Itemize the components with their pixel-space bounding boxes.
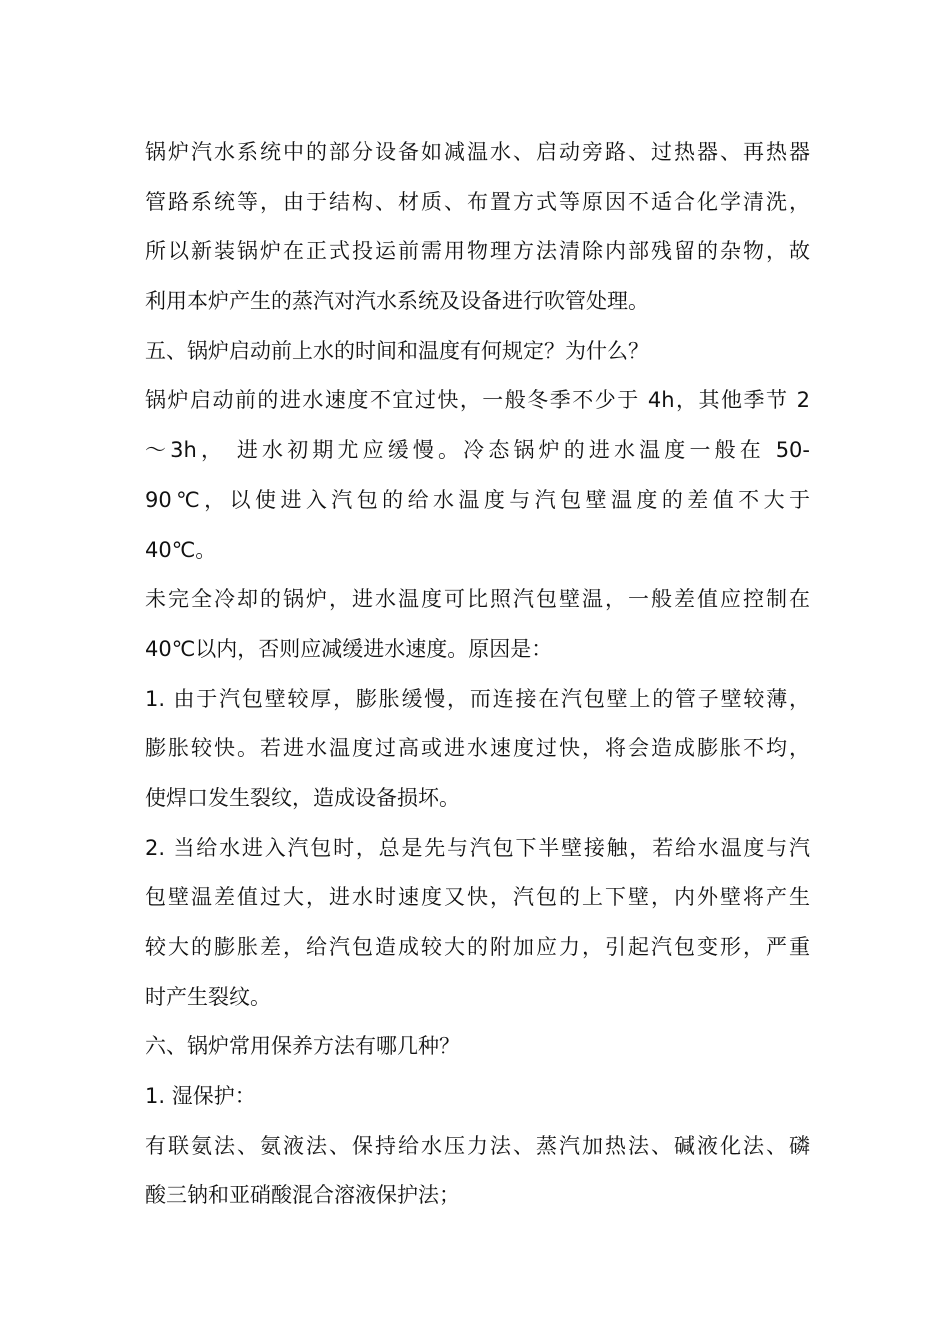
text-line: 有联氨法、氨液法、保持给水压力法、蒸汽加热法、碱液化法、磷	[145, 1133, 810, 1158]
section-heading: 六、锅炉常用保养方法有哪几种？	[145, 1034, 460, 1059]
text-line: 所以新装锅炉在正式投运前需用物理方法清除内部残留的杂物，故	[145, 239, 810, 264]
text-line: 40℃以内，否则应减缓进水速度。原因是：	[145, 636, 553, 661]
list-item-line: 使焊口发生裂纹，造成设备损坏。	[145, 785, 460, 810]
text-line: 锅炉启动前的进水速度不宜过快，一般冬季不少于 4h，其他季节 2	[145, 388, 810, 413]
text-line: 40℃。	[145, 537, 217, 562]
list-item-line: 2. 当给水进入汽包时，总是先与汽包下半壁接触，若给水温度与汽	[145, 835, 810, 860]
document-body	[145, 128, 810, 1221]
list-item-line: 1. 湿保护：	[145, 1084, 256, 1109]
section-heading: 五、锅炉启动前上水的时间和温度有何规定？为什么？	[145, 338, 649, 363]
text-line: 90℃，以使进入汽包的给水温度与汽包壁温度的差值不大于	[145, 487, 810, 512]
text-line: 锅炉汽水系统中的部分设备如减温水、启动旁路、过热器、再热器	[145, 140, 810, 164]
text-line: 管路系统等，由于结构、材质、布置方式等原因不适合化学清洗，	[145, 189, 810, 214]
list-item-line: 较大的膨胀差，给汽包造成较大的附加应力，引起汽包变形，严重	[145, 935, 810, 959]
list-item-line: 时产生裂纹。	[145, 984, 271, 1009]
list-item-line: 膨胀较快。若进水温度过高或进水速度过快，将会造成膨胀不均，	[145, 736, 810, 761]
list-item-line: 包壁温差值过大，进水时速度又快，汽包的上下壁，内外壁将产生	[145, 885, 810, 910]
list-item-line: 1. 由于汽包壁较厚，膨胀缓慢，而连接在汽包壁上的管子壁较薄，	[145, 686, 810, 711]
text-line: 利用本炉产生的蒸汽对汽水系统及设备进行吹管处理。	[145, 289, 649, 314]
text-line: 酸三钠和亚硝酸混合溶液保护法；	[145, 1183, 460, 1208]
text-line: ～3h， 进水初期尤应缓慢。冷态锅炉的进水温度一般在 50-	[145, 438, 810, 463]
text-line: 未完全冷却的锅炉，进水温度可比照汽包壁温，一般差值应控制在	[145, 587, 810, 612]
